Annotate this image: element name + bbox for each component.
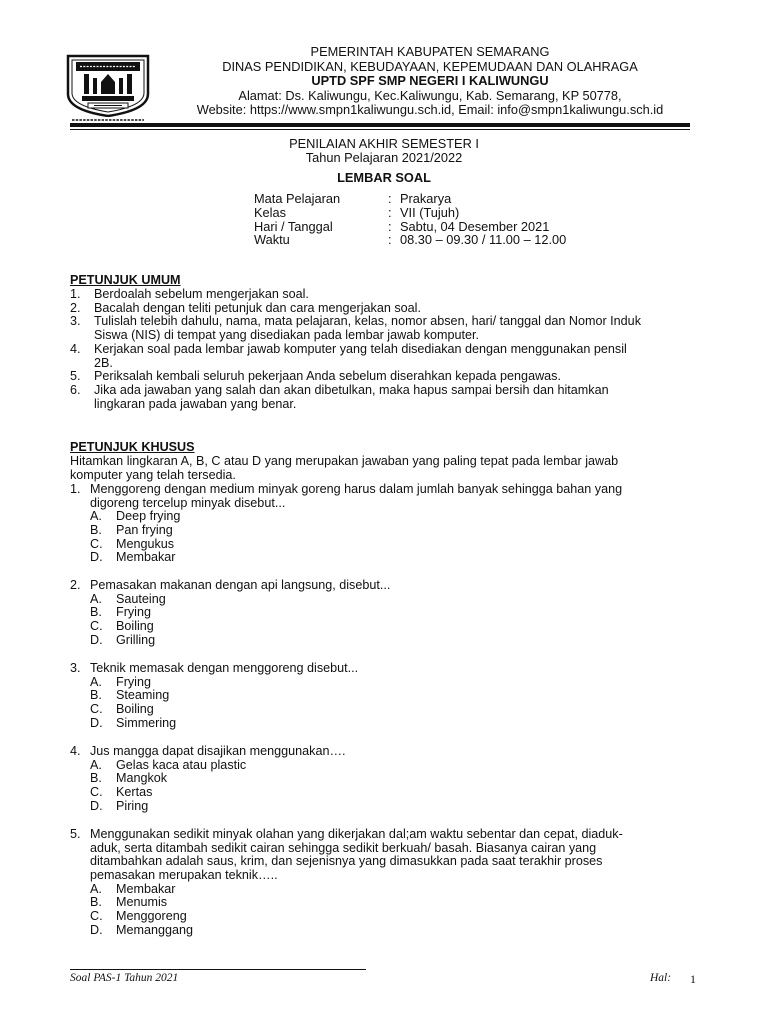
answer-option: A. Membakar (90, 881, 176, 896)
instruction-item: 1. Berdoalah sebelum mengerjakan soal. (70, 287, 309, 301)
question-text: 1. Menggoreng dengan medium minyak goreng harus dalam jumlah banyak sehingga bahan yang digoreng tercelup minyak disebut... (70, 482, 623, 510)
letterhead-divider-thick (70, 123, 690, 127)
general-instructions-heading: PETUNJUK UMUM (70, 273, 181, 287)
instruction-item: 4. Kerjakan soal pada lembar jawab komputer yang telah disediakan dengan menggunakan pensil 2B. (70, 341, 627, 370)
footer-divider (70, 969, 366, 970)
question-text: 3. Teknik memasak dengan menggoreng disebut... (70, 661, 359, 675)
letterhead-department: DINAS PENDIDIKAN, KEBUDAYAAN, KEPEMUDAAN DAN OLAHRAGA (222, 58, 638, 74)
answer-option: C. Boiling (90, 702, 154, 717)
question-1 (70, 483, 690, 565)
answer-option: A. Gelas kaca atau plastic (90, 757, 247, 772)
question-2 (70, 579, 690, 647)
specific-instructions-heading: PETUNJUK KHUSUS (70, 440, 195, 454)
instruction-item: 5. Periksalah kembali seluruh pekerjaan Anda sebelum diserahkan kepada pengawas. (70, 369, 561, 384)
footer-page-label: Hal: (650, 972, 672, 984)
footer-page-number: 1 (690, 972, 696, 986)
instruction-item: 3. Tulislah telebih dahulu, nama, mata pelajaran, kelas, nomor absen, hari/ tanggal dan Nomor Induk Siswa (NIS) di tempat yang disediakan pada lembar jawab komputer. (70, 314, 641, 343)
answer-option: C. Menggoreng (90, 909, 187, 924)
question-3 (70, 662, 690, 730)
general-instructions (70, 274, 690, 411)
specific-instructions (70, 441, 690, 482)
answer-option: A. Sauteing (90, 591, 166, 606)
instruction-item: 2. Bacalah dengan teliti petunjuk dan cara mengerjakan soal. (70, 300, 421, 315)
question-text: 2. Pemasakan makanan dengan api langsung, disebut... (70, 578, 391, 592)
answer-option: B. Menumis (90, 895, 168, 910)
letterhead-government: PEMERINTAH KABUPATEN SEMARANG (310, 44, 550, 59)
answer-option: D. Membakar (90, 550, 176, 565)
exam-info-row: Kelas : VII (Tujuh) (254, 204, 460, 220)
answer-option: C. Kertas (90, 785, 153, 800)
answer-option: C. Boiling (90, 619, 154, 634)
exam-year: Tahun Pelajaran 2021/2022 (305, 150, 463, 165)
exam-info-row: Hari / Tanggal : Sabtu, 04 Desember 2021 (254, 218, 550, 234)
answer-option: C. Mengukus (90, 536, 175, 551)
answer-option: B. Steaming (90, 688, 170, 703)
question-4 (70, 745, 690, 813)
exam-info-row: Waktu : 08.30 – 09.30 / 11.00 – 12.00 (254, 232, 567, 248)
exam-title: PENILAIAN AKHIR SEMESTER I (289, 136, 479, 151)
letterhead-school-name: UPTD SPF SMP NEGERI I KALIWUNGU (311, 73, 549, 89)
answer-option: B. Mangkok (90, 771, 168, 786)
sheet-title: LEMBAR SOAL (337, 170, 431, 185)
question-text: 5. Menggunakan sedikit minyak olahan yang dikerjakan dal;am waktu sebentar dan cepat, diaduk- aduk, serta ditambah sedikit cairan sehingga sedikit berkuah/ basah. Biasanya cairan yang ditambahkan adalah saus, krim, dan sejenisnya yang dimasukkan pada saat terakhir proses pemasakan merupakan teknik….. (70, 827, 623, 883)
answer-option: A. Frying (90, 674, 151, 689)
answer-option: B. Frying (90, 605, 151, 620)
answer-option: B. Pan frying (90, 523, 173, 538)
question-5 (70, 828, 690, 938)
answer-option: D. Grilling (90, 632, 156, 647)
footer-document-label: Soal PAS-1 Tahun 2021 (70, 972, 179, 984)
answer-option: D. Simmering (90, 715, 177, 730)
answer-option: D. Piring (90, 798, 149, 813)
school-district-logo (64, 50, 152, 124)
specific-instructions-text: Hitamkan lingkaran A, B, C atau D yang merupakan jawaban yang paling tepat pada lembar jawab (70, 454, 619, 468)
answer-option: A. Deep frying (90, 509, 181, 524)
specific-instructions-text: komputer yang telah tersedia. (70, 467, 236, 482)
question-text: 4. Jus mangga dapat disajikan menggunakan…. (70, 744, 346, 758)
instruction-item: 6. Jika ada jawaban yang salah dan akan dibetulkan, maka hapus sampai bersih dan hitamkan lingkaran pada jawaban yang benar. (70, 382, 609, 411)
answer-option: D. Memanggang (90, 922, 194, 937)
letterhead-contact: Website: https://www.smpn1kaliwungu.sch.id, Email: info@smpn1kaliwungu.sch.id (196, 102, 664, 118)
exam-info-row: Mata Pelajaran : Prakarya (254, 191, 452, 206)
letterhead-address: Alamat: Ds. Kaliwungu, Kec.Kaliwungu, Kab. Semarang, KP 50778, (238, 87, 622, 103)
letterhead-divider-thin (70, 129, 690, 130)
letterhead (170, 45, 690, 118)
exam-info-table (254, 192, 566, 247)
